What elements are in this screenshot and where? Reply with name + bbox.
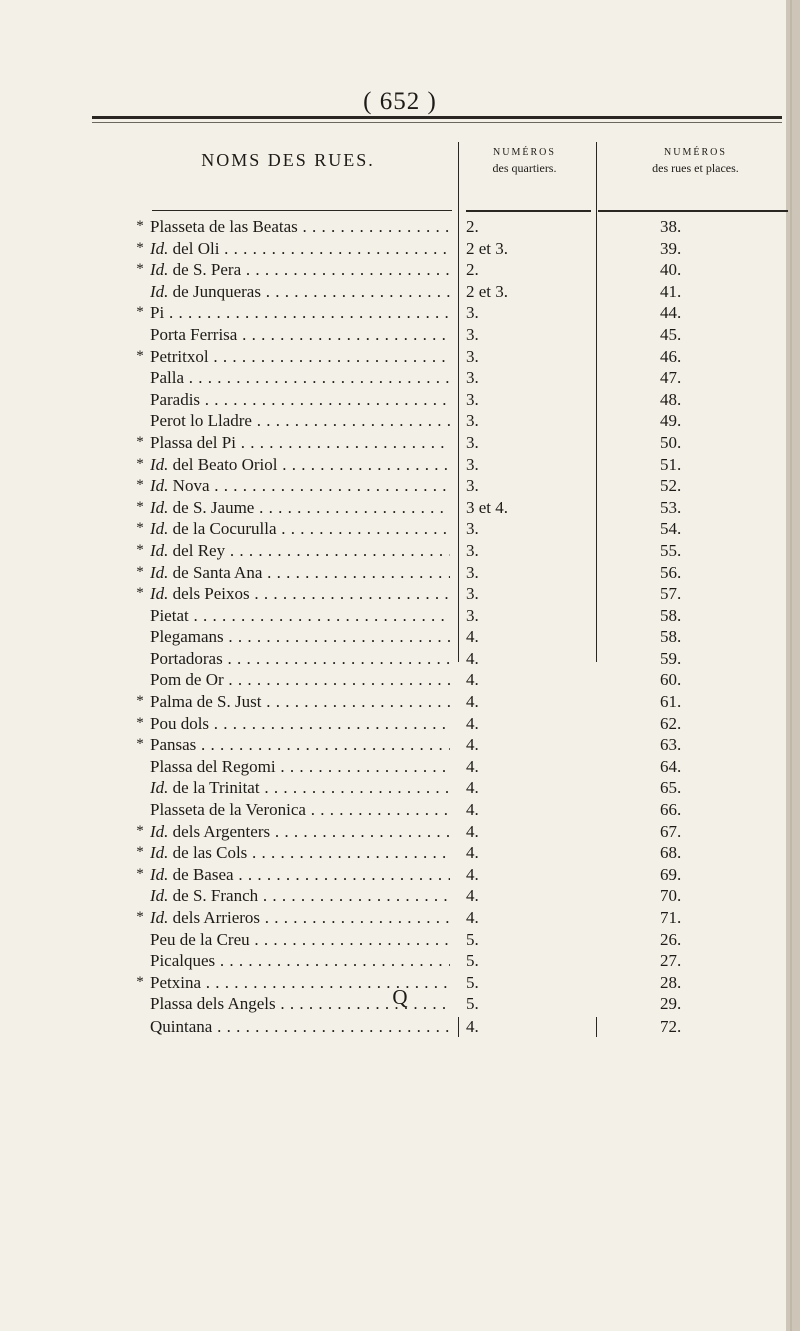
header-rule-names [152, 210, 452, 211]
quartier-number: 2. [466, 260, 479, 280]
quartier-number: 4. [466, 821, 479, 841]
street-name-text: de S. Franch [168, 886, 259, 906]
street-name-text: Petritxol [150, 346, 209, 366]
street-name-text: del Rey [168, 540, 226, 560]
rue-number: 68. [660, 843, 682, 863]
rue-number: 63. [660, 735, 682, 755]
street-name [150, 669, 450, 691]
header-rues-sub: des rues et places. [652, 161, 739, 175]
quartier-number: 3. [466, 454, 479, 474]
header-rues [598, 147, 793, 176]
asterisk-mark: * [136, 585, 144, 602]
quartier-number: 4. [466, 800, 479, 820]
quartier-number: 3. [466, 540, 479, 560]
header-rule-quartiers [466, 210, 591, 212]
rue-number: 28. [660, 972, 682, 992]
table-row [0, 216, 800, 238]
rue-number: 40. [660, 260, 682, 280]
street-name [150, 842, 450, 864]
street-name-text: Picalques [150, 951, 216, 971]
id-prefix: Id. [150, 562, 169, 582]
table-row [0, 432, 800, 454]
street-name [150, 367, 450, 389]
street-name-text: Plassa dels Angels [150, 994, 276, 1014]
table-row [0, 713, 800, 735]
id-prefix: Id. [150, 908, 169, 927]
street-name-text: del Oli [168, 238, 220, 258]
table-row [0, 540, 800, 562]
table-row [0, 518, 800, 540]
street-name [150, 777, 450, 799]
rue-number: 27. [660, 951, 682, 971]
page-number: ( 652 ) [363, 88, 437, 115]
quartier-number: 3. [466, 584, 479, 604]
rue-number: 56. [660, 562, 682, 582]
quartier-number: 4. [466, 843, 479, 863]
rue-number: 41. [660, 281, 682, 301]
rue-number: 62. [660, 713, 682, 733]
street-name-text: Pi [150, 303, 165, 323]
quartier-number: 5. [466, 994, 479, 1014]
quartier-number: 4. [466, 627, 479, 647]
quartier-number: 4. [466, 886, 479, 906]
quartier-number: 3. [466, 389, 479, 409]
street-name [150, 259, 450, 281]
street-name [150, 302, 450, 324]
asterisk-mark: * [136, 973, 144, 990]
table-row [0, 907, 800, 929]
rue-number: 51. [660, 454, 682, 474]
quartier-number: 4. [466, 864, 479, 884]
quartier-number: 3. [466, 303, 479, 323]
street-name [150, 497, 450, 519]
quartier-number: 3. [466, 432, 479, 452]
table-row [0, 626, 800, 648]
table-row [0, 777, 800, 799]
asterisk-mark: * [136, 498, 144, 515]
rue-number: 72. [660, 1017, 682, 1036]
quartier-number: 3. [466, 368, 479, 388]
table-row [0, 929, 800, 951]
rue-number: 44. [660, 303, 682, 323]
street-name [150, 907, 450, 929]
street-name [150, 562, 450, 584]
street-name [150, 821, 450, 843]
table-row [0, 583, 800, 605]
street-name [150, 885, 450, 907]
rue-number: 52. [660, 476, 682, 496]
street-name-text: Porta Ferrisa [150, 324, 238, 344]
table-row [0, 821, 800, 843]
asterisk-mark: * [136, 239, 144, 256]
asterisk-mark: * [136, 304, 144, 321]
quartier-number: 5. [466, 972, 479, 992]
rue-number: 50. [660, 432, 682, 452]
section-letter: Q [392, 985, 408, 1009]
street-name-text: Plasseta de las Beatas [150, 217, 298, 236]
rue-number: 47. [660, 368, 682, 388]
rue-number: 66. [660, 800, 682, 820]
table-row [0, 669, 800, 691]
street-name [150, 864, 450, 886]
street-name-text: Portadoras [150, 648, 223, 668]
id-prefix: Id. [150, 864, 169, 884]
rue-number: 71. [660, 908, 682, 927]
table-row [0, 475, 800, 497]
street-name-text: de la Trinitat [168, 778, 260, 798]
street-name-text: Perot lo Lladre [150, 411, 252, 431]
rue-number: 38. [660, 217, 682, 236]
street-name-text: Pom de Or [150, 670, 224, 690]
street-name-text: Plegamans [150, 627, 224, 647]
quartier-number: 4. [466, 713, 479, 733]
rue-number: 49. [660, 411, 682, 431]
quartier-number: 2 et 3. [466, 238, 509, 258]
table-row [0, 842, 800, 864]
top-rule [92, 116, 782, 119]
street-name [150, 734, 450, 756]
asterisk-mark: * [136, 541, 144, 558]
street-name-text: de S. Pera [168, 260, 242, 280]
street-name-text: de la Cocurulla [168, 519, 277, 539]
table-row [0, 259, 800, 281]
street-name [150, 950, 450, 972]
street-name-text: Plasseta de la Veronica [150, 800, 306, 820]
street-name-text: Paradis [150, 389, 201, 409]
street-name-text: Plassa del Regomi [150, 756, 276, 776]
table-row [0, 648, 800, 670]
quartier-number: 4. [466, 735, 479, 755]
table-row [0, 281, 800, 303]
quartier-number: 4. [466, 648, 479, 668]
street-name [150, 929, 450, 951]
asterisk-mark: * [136, 455, 144, 472]
street-name [150, 346, 450, 368]
quartier-number: 2 et 3. [466, 281, 509, 301]
quartier-number: 5. [466, 951, 479, 971]
asterisk-mark: * [136, 865, 144, 882]
rue-number: 59. [660, 648, 682, 668]
street-name [150, 389, 450, 411]
header-quartiers-sub: des quartiers. [492, 161, 557, 175]
asterisk-mark: * [136, 433, 144, 450]
table-row [0, 454, 800, 476]
quartier-number: 3. [466, 324, 479, 344]
id-prefix: Id. [150, 843, 169, 863]
header-quartiers [462, 147, 587, 176]
quartier-number: 4. [466, 1017, 479, 1036]
quartier-number: 3 et 4. [466, 497, 509, 517]
street-name [150, 648, 450, 670]
rue-number: 53. [660, 497, 682, 517]
table-row [0, 389, 800, 411]
street-name-text: de Basea [168, 864, 234, 884]
asterisk-mark: * [136, 822, 144, 839]
street-name [150, 691, 450, 713]
table-row-q [0, 1016, 800, 1038]
table-row [0, 799, 800, 821]
asterisk-mark: * [136, 563, 144, 580]
street-name [150, 281, 450, 303]
table-row [0, 562, 800, 584]
rue-number: 57. [660, 584, 682, 604]
street-name [150, 713, 450, 735]
street-name-text: dels Arrieros [168, 908, 261, 927]
id-prefix: Id. [150, 238, 169, 258]
id-prefix: Id. [150, 540, 169, 560]
street-name [150, 756, 450, 778]
asterisk-mark: * [136, 347, 144, 364]
table-row [0, 756, 800, 778]
quartier-number: 4. [466, 692, 479, 712]
street-name-text: del Beato Oriol [168, 454, 278, 474]
header-rues-caption: NUMÉROS [664, 147, 727, 158]
header-rule-rues [598, 210, 788, 212]
rue-number: 55. [660, 540, 682, 560]
street-name [150, 324, 450, 346]
table-row [0, 950, 800, 972]
street-name-text: de Santa Ana [168, 562, 263, 582]
asterisk-mark: * [136, 736, 144, 753]
street-table [0, 216, 800, 1015]
table-row [0, 885, 800, 907]
street-name [150, 605, 450, 627]
top-rule-thin [92, 122, 782, 123]
asterisk-mark: * [136, 477, 144, 494]
asterisk-mark: * [136, 218, 144, 234]
id-prefix: Id. [150, 778, 169, 798]
street-name [150, 410, 450, 432]
table-row [0, 302, 800, 324]
id-prefix: Id. [150, 584, 169, 604]
quartier-number: 4. [466, 908, 479, 927]
id-prefix: Id. [150, 821, 169, 841]
id-prefix: Id. [150, 519, 169, 539]
street-name [150, 518, 450, 540]
id-prefix: Id. [150, 281, 169, 301]
header-street-names: NOMS DES RUES. [201, 150, 375, 170]
street-name-text: Pou dols [150, 713, 210, 733]
quartier-number: 2. [466, 217, 479, 236]
table-row [0, 734, 800, 756]
rue-number: 65. [660, 778, 682, 798]
rue-number: 64. [660, 756, 682, 776]
quartier-number: 3. [466, 476, 479, 496]
table-row [0, 324, 800, 346]
asterisk-mark: * [136, 714, 144, 731]
id-prefix: Id. [150, 454, 169, 474]
quartier-number: 3. [466, 519, 479, 539]
street-name-text: dels Argenters [168, 821, 271, 841]
rue-number: 70. [660, 886, 682, 906]
street-name [150, 799, 450, 821]
rue-number: 54. [660, 519, 682, 539]
table-row [0, 367, 800, 389]
street-name [150, 216, 450, 238]
table-row [0, 410, 800, 432]
rue-number: 58. [660, 605, 682, 625]
rue-number: 58. [660, 627, 682, 647]
street-name-text: Nova [168, 476, 210, 496]
street-name-text: Plassa del Pi [150, 432, 236, 452]
street-name-text: de S. Jaume [168, 497, 255, 517]
asterisk-mark: * [136, 261, 144, 278]
quartier-number: 3. [466, 346, 479, 366]
street-name-text: Palma de S. Just [150, 692, 262, 712]
street-name [150, 540, 450, 562]
street-name-text: de las Cols [168, 843, 248, 863]
street-name [150, 238, 450, 260]
street-name [150, 475, 450, 497]
rue-number: 61. [660, 692, 682, 712]
rue-number: 60. [660, 670, 682, 690]
id-prefix: Id. [150, 476, 169, 496]
table-row [0, 691, 800, 713]
id-prefix: Id. [150, 497, 169, 517]
header-quartiers-caption: NUMÉROS [493, 147, 556, 158]
table-row [0, 605, 800, 627]
street-name-text: Palla [150, 368, 184, 388]
id-prefix: Id. [150, 886, 169, 906]
quartier-number: 3. [466, 411, 479, 431]
rue-number: 39. [660, 238, 682, 258]
quartier-number: 5. [466, 929, 479, 949]
rue-number: 26. [660, 929, 682, 949]
table-row [0, 238, 800, 260]
rue-number: 69. [660, 864, 682, 884]
street-name [150, 626, 450, 648]
street-name-text: dels Peixos [168, 584, 250, 604]
id-prefix: Id. [150, 260, 169, 280]
street-name [150, 583, 450, 605]
street-name-text: Petxina [150, 972, 201, 992]
rue-number: 45. [660, 324, 682, 344]
street-name: Quintana . . . [150, 1016, 450, 1038]
quartier-number: 3. [466, 562, 479, 582]
quartier-number: 4. [466, 670, 479, 690]
rue-number: 67. [660, 821, 682, 841]
rue-number: 48. [660, 389, 682, 409]
quartier-number: 3. [466, 605, 479, 625]
street-name-text: Pansas [150, 735, 197, 755]
asterisk-mark: * [136, 909, 144, 925]
street-name-text: Pietat [150, 605, 189, 625]
table-row [0, 497, 800, 519]
rue-number: 29. [660, 994, 682, 1014]
table-row [0, 346, 800, 368]
street-name [150, 454, 450, 476]
table-row [0, 864, 800, 886]
asterisk-mark: * [136, 844, 144, 861]
quartier-number: 4. [466, 756, 479, 776]
asterisk-mark: * [136, 520, 144, 537]
street-name-text: Peu de la Creu [150, 929, 250, 949]
quartier-number: 4. [466, 778, 479, 798]
asterisk-mark: * [136, 693, 144, 710]
street-name-text: de Junqueras [168, 281, 261, 301]
street-name [150, 432, 450, 454]
rue-number: 46. [660, 346, 682, 366]
